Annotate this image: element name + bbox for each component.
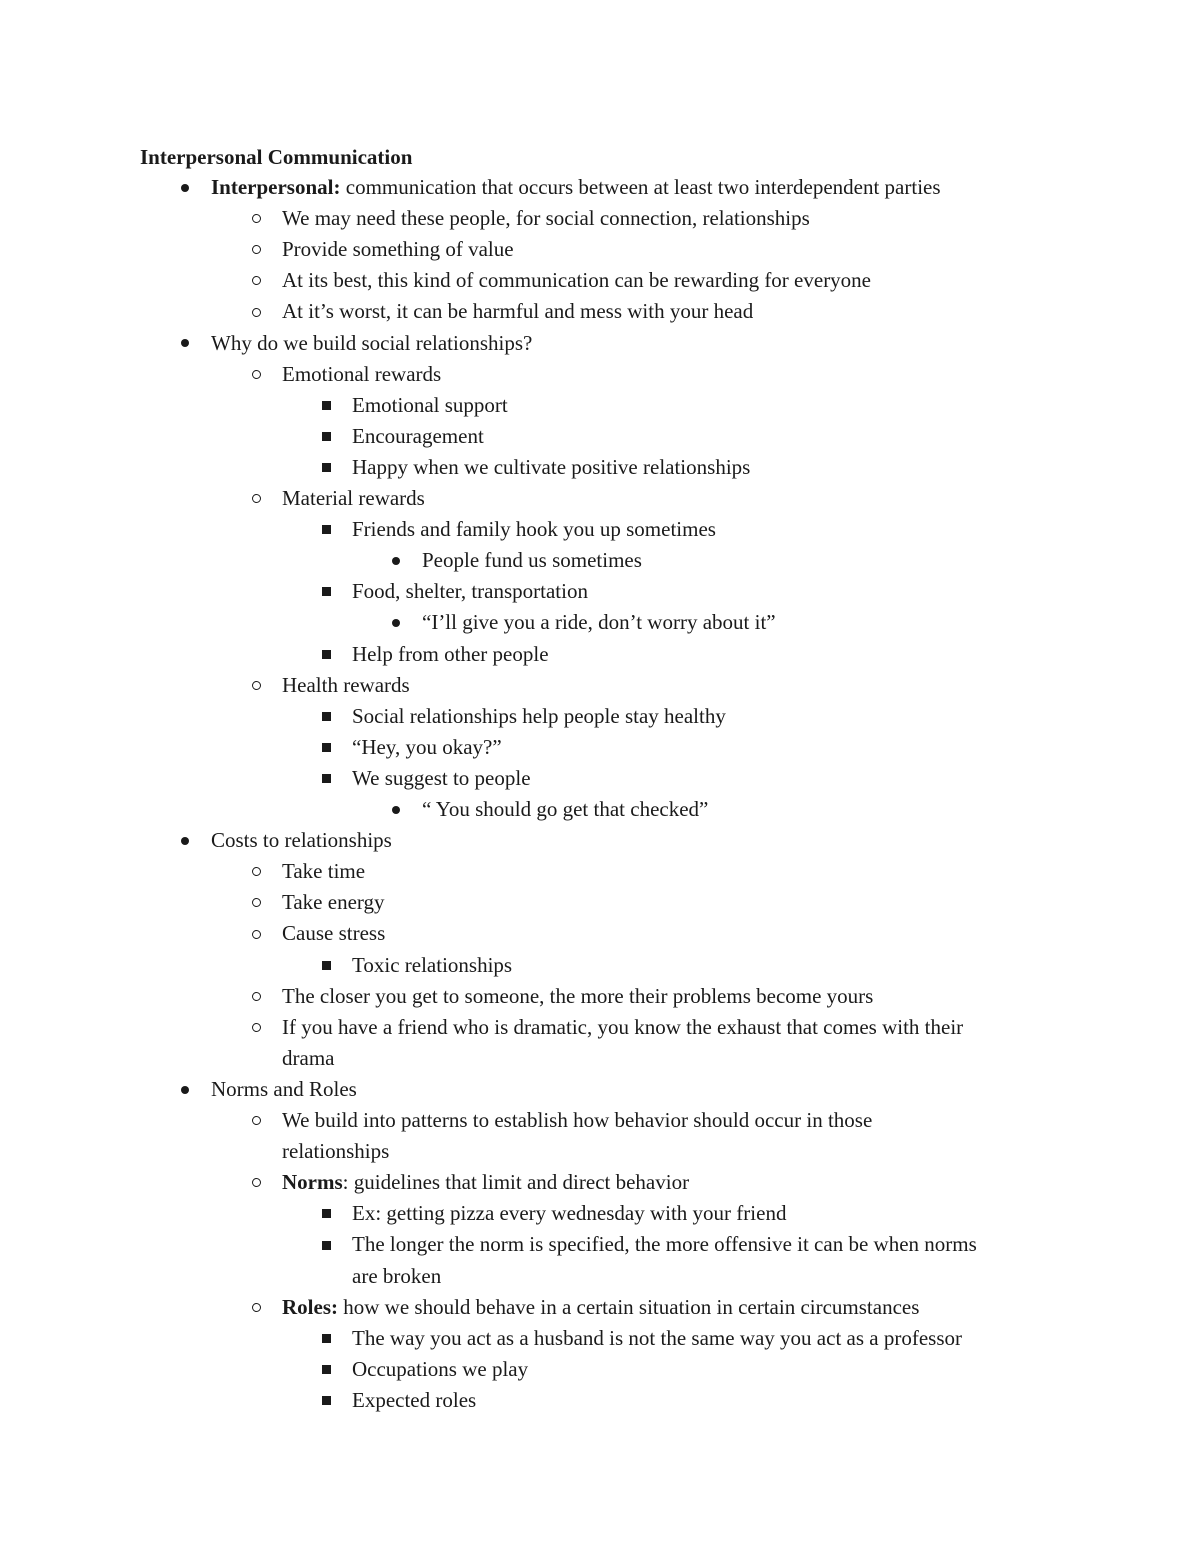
- circle-bullet-icon: [246, 856, 266, 887]
- list-item-text: Take energy: [282, 890, 385, 915]
- list-item-text: At it’s worst, it can be harmful and mess with your head: [282, 299, 754, 324]
- list-item: [282, 1167, 689, 1198]
- list-item: [352, 421, 484, 452]
- list-item-text: are broken: [352, 1263, 442, 1288]
- disc-bullet-icon: [175, 172, 195, 203]
- list-item-text: Happy when we cultivate positive relationships: [352, 454, 751, 479]
- list-item-text: Provide something of value: [282, 237, 514, 262]
- list-item-text: Norms and Roles: [211, 1076, 357, 1101]
- circle-bullet-icon: [246, 234, 266, 265]
- list-item-text: Encouragement: [352, 423, 484, 448]
- circle-bullet-icon: [246, 203, 266, 234]
- list-item: [352, 452, 750, 483]
- disc-bullet-icon: [386, 545, 406, 576]
- circle-bullet-icon: [246, 918, 266, 949]
- list-item: [282, 918, 385, 949]
- list-item: [352, 639, 549, 670]
- list-item-text: Toxic relationships: [352, 952, 513, 977]
- list-item: [352, 390, 508, 421]
- list-item-text: We build into patterns to establish how behavior should occur in those: [282, 1108, 873, 1132]
- list-item: [282, 203, 810, 234]
- list-item-text: Friends and family hook you up sometimes: [352, 517, 716, 542]
- list-item: [211, 1074, 357, 1105]
- list-item: [282, 981, 873, 1012]
- disc-bullet-icon: [175, 825, 195, 856]
- square-bullet-icon: [316, 763, 336, 794]
- circle-bullet-icon: [246, 887, 266, 918]
- list-item-text: Ex: getting pizza every wednesday with your friend: [352, 1201, 787, 1226]
- disc-bullet-icon: [175, 1074, 195, 1105]
- list-item: [282, 1105, 872, 1136]
- square-bullet-icon: [316, 452, 336, 483]
- list-item-text: drama: [282, 1045, 335, 1070]
- circle-bullet-icon: [246, 483, 266, 514]
- square-bullet-icon: [316, 421, 336, 452]
- list-item-text: The closer you get to someone, the more their problems become yours: [282, 983, 874, 1008]
- list-item: [422, 545, 642, 576]
- list-item: [282, 234, 514, 265]
- list-item: [282, 856, 365, 887]
- document-title: Interpersonal Communication: [140, 145, 413, 169]
- circle-bullet-icon: [246, 265, 266, 296]
- list-item-text: The way you act as a husband is not the same way you act as a professor: [352, 1325, 962, 1350]
- list-item: [282, 483, 425, 514]
- list-item-text: “I’ll give you a ride, don’t worry about it”: [422, 610, 776, 635]
- square-bullet-icon: [316, 1354, 336, 1385]
- circle-bullet-icon: [246, 1105, 266, 1136]
- square-bullet-icon: [316, 576, 336, 607]
- list-item-text: At its best, this kind of communication can be rewarding for everyone: [282, 268, 872, 293]
- list-item: [352, 1385, 476, 1416]
- list-item-text: Cause stress: [282, 921, 386, 946]
- list-item-text: “Hey, you okay?”: [352, 734, 502, 759]
- term-label: Interpersonal:: [211, 175, 341, 199]
- list-item-text: Health rewards: [282, 672, 410, 697]
- list-item: [352, 1229, 977, 1260]
- list-item-text: “ You should go get that checked”: [422, 797, 709, 821]
- list-item-text: We suggest to people: [352, 765, 531, 790]
- list-item: [282, 1292, 919, 1323]
- term-label: Roles:: [282, 1294, 338, 1319]
- list-item: [422, 607, 776, 638]
- list-item-text: People fund us sometimes: [422, 548, 642, 573]
- list-item-text: Take time: [282, 859, 366, 884]
- list-item-text: Emotional rewards: [282, 361, 442, 386]
- list-item-text: how we should behave in a certain situation in certain circumstances: [338, 1294, 920, 1319]
- circle-bullet-icon: [246, 1292, 266, 1323]
- circle-bullet-icon: [246, 981, 266, 1012]
- square-bullet-icon: [316, 701, 336, 732]
- list-item: [422, 794, 708, 825]
- list-item: [211, 172, 941, 203]
- list-item: [211, 825, 392, 856]
- square-bullet-icon: [316, 1385, 336, 1416]
- list-item: [282, 359, 441, 390]
- square-bullet-icon: [316, 1323, 336, 1354]
- disc-bullet-icon: [386, 607, 406, 638]
- list-item: [352, 1354, 528, 1385]
- list-item: [352, 950, 512, 981]
- list-item: [352, 1198, 786, 1229]
- list-item-text: Occupations we play: [352, 1356, 529, 1381]
- list-item: [352, 701, 726, 732]
- list-item-text: Why do we build social relationships?: [211, 330, 533, 355]
- list-item-text: Emotional support: [352, 392, 508, 417]
- list-item: [211, 328, 532, 359]
- disc-bullet-icon: [175, 328, 195, 359]
- list-item-text: Costs to relationships: [211, 828, 392, 853]
- disc-bullet-icon: [386, 794, 406, 825]
- list-item: [282, 265, 871, 296]
- list-item-text: : guidelines that limit and direct behavior: [342, 1170, 690, 1195]
- list-item: [352, 576, 588, 607]
- list-item: [282, 887, 385, 918]
- list-item: [352, 514, 716, 545]
- list-item-continuation: [282, 1136, 389, 1167]
- list-item-text: We may need these people, for social connection, relationships: [282, 206, 810, 231]
- list-item-text: Expected roles: [352, 1387, 477, 1412]
- circle-bullet-icon: [246, 1012, 266, 1043]
- list-item-text: relationships: [282, 1139, 390, 1164]
- circle-bullet-icon: [246, 1167, 266, 1198]
- list-item: [352, 732, 502, 763]
- list-item: [282, 296, 753, 327]
- square-bullet-icon: [316, 639, 336, 670]
- square-bullet-icon: [316, 514, 336, 545]
- list-item-text: Social relationships help people stay healthy: [352, 703, 726, 728]
- list-item: [352, 1323, 962, 1354]
- square-bullet-icon: [316, 732, 336, 763]
- list-item-text: The longer the norm is specified, the more offensive it can be when norms: [352, 1232, 977, 1257]
- list-item-text: Help from other people: [352, 641, 549, 666]
- list-item-text: Food, shelter, transportation: [352, 579, 588, 604]
- square-bullet-icon: [316, 1229, 336, 1260]
- circle-bullet-icon: [246, 296, 266, 327]
- list-item-text: If you have a friend who is dramatic, you know the exhaust that comes with their: [282, 1014, 964, 1039]
- list-item-continuation: [282, 1043, 334, 1074]
- circle-bullet-icon: [246, 359, 266, 390]
- square-bullet-icon: [316, 390, 336, 421]
- list-item-text: Material rewards: [282, 486, 425, 510]
- list-item: [282, 670, 410, 701]
- square-bullet-icon: [316, 950, 336, 981]
- list-item: [282, 1012, 963, 1043]
- square-bullet-icon: [316, 1198, 336, 1229]
- circle-bullet-icon: [246, 670, 266, 701]
- term-label: Norms: [282, 1170, 343, 1195]
- list-item-continuation: [352, 1261, 441, 1292]
- list-item: [352, 763, 531, 794]
- list-item-text: communication that occurs between at least two interdependent parties: [340, 175, 941, 199]
